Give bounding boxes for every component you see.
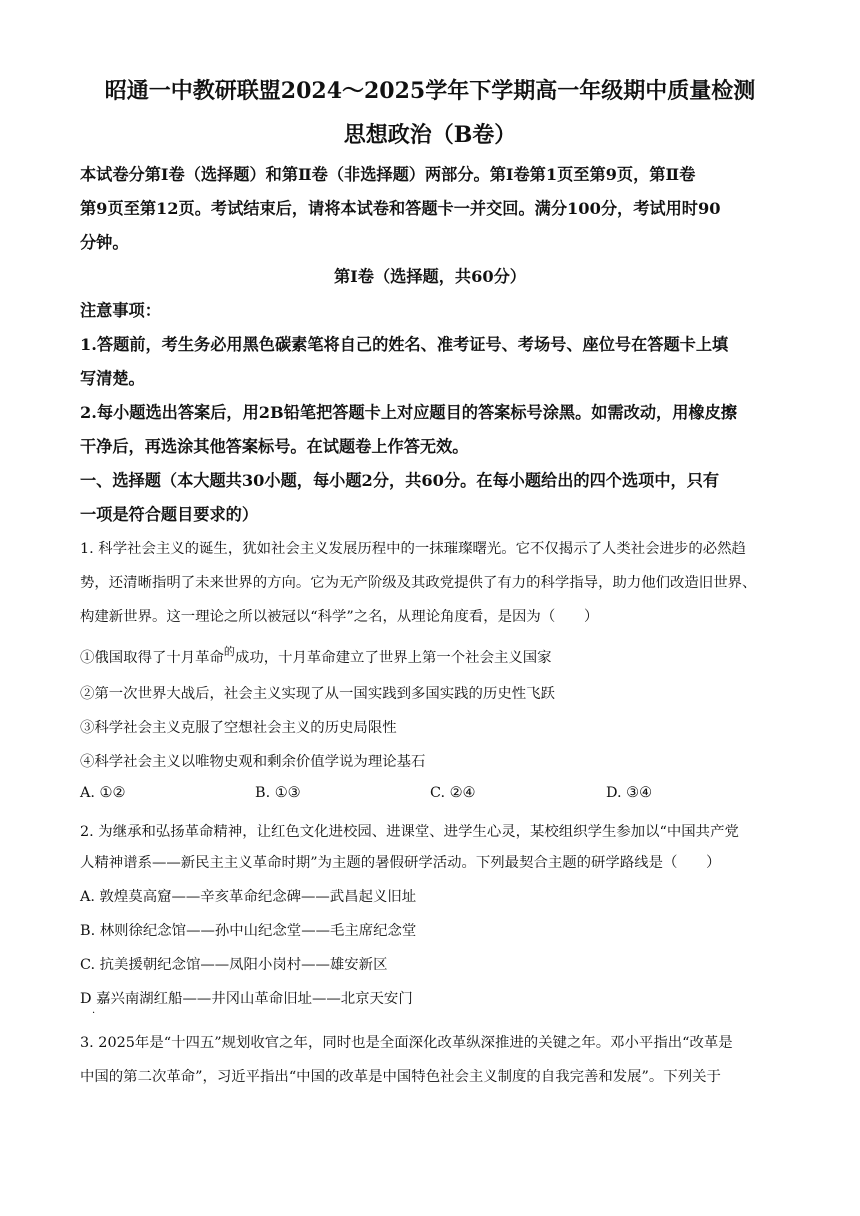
statement-text: ①俄国取得了十月革命 [80, 650, 224, 666]
intro-line: 分钟。 [80, 233, 129, 252]
question-2-stem: 人精神谱系——新民主主义革命时期”为主题的暑假研学活动。下列最契合主题的研学路线是（ ） [80, 855, 721, 871]
intro-line: 第9页至第12页。考试结束后，请将本试卷和答题卡一并交回。满分100分，考试用时90 [80, 199, 721, 218]
notice-item-2-cont: 干净后，再选涂其他答案标号。在试题卷上作答无效。 [80, 437, 469, 456]
question-1-option-c[interactable]: C. ②④ [430, 785, 476, 801]
exam-title: 昭通一中教研联盟2024～2025学年下学期高一年级期中质量检测 [104, 78, 756, 104]
question-3-stem: 中国的第二次革命”，习近平指出“中国的改革是中国特色社会主义制度的自我完善和发展”。下列关于 [80, 1069, 721, 1085]
question-2-stem: 2. 为继承和弘扬革命精神，让红色文化进校园、进课堂、进学生心灵，某校组织学生参加以“中国共产党 [80, 824, 739, 840]
question-1-stem: 势，还清晰指明了未来世界的方向。它为无产阶级及其政党提供了有力的科学指导，助力他们改造旧世界、 [80, 575, 757, 591]
question-1-stem: 1. 科学社会主义的诞生，犹如社会主义发展历程中的一抹璀璨曙光。它不仅揭示了人类社会进步的必然趋 [80, 541, 746, 557]
question-1-option-b[interactable]: B. ①③ [255, 785, 301, 801]
question-3-stem: 3. 2025年是“十四五”规划收官之年，同时也是全面深化改革纵深推进的关键之年。邓小平指出“改革是 [80, 1035, 733, 1051]
question-1-option-a[interactable]: A. ①② [80, 785, 126, 801]
question-1-option-d[interactable]: D. ③④ [606, 785, 652, 801]
question-2-option-d[interactable]: D 嘉兴南湖红船——井冈山革命旧址——北京天安门 [80, 991, 413, 1007]
question-1-statement-2: ②第一次世界大战后，社会主义实现了从一国实践到多国实践的历史性飞跃 [80, 686, 555, 702]
stray-dot-mark: · [92, 1008, 96, 1019]
notice-item-2: 2.每小题选出答案后，用2B铅笔把答题卡上对应题目的答案标号涂黑。如需改动，用橡皮擦 [80, 403, 737, 422]
question-2-option-c[interactable]: C. 抗美援朝纪念馆——凤阳小岗村——雄安新区 [80, 957, 388, 973]
superscript-glyph: 的 [223, 645, 235, 658]
part-heading-cont: 一项是符合题目要求的） [80, 505, 259, 524]
notice-item-1: 1.答题前，考生务必用黑色碳素笔将自己的姓名、准考证号、考场号、座位号在答题卡上填 [80, 335, 729, 354]
notice-item-1-cont: 写清楚。 [80, 369, 145, 388]
question-1-statement-1 [80, 646, 552, 667]
notice-heading: 注意事项： [80, 301, 161, 320]
exam-subtitle: 思想政治（B卷） [343, 122, 517, 148]
question-2-option-b[interactable]: B. 林则徐纪念馆——孙中山纪念堂——毛主席纪念堂 [80, 923, 417, 939]
statement-text: 成功，十月革命建立了世界上第一个社会主义国家 [234, 650, 552, 666]
part-heading: 一、选择题（本大题共30小题，每小题2分，共60分。在每小题给出的四个选项中，只有 [80, 471, 720, 490]
question-1-statement-4: ④科学社会主义以唯物史观和剩余价值学说为理论基石 [80, 754, 426, 770]
intro-line: 本试卷分第Ⅰ卷（选择题）和第Ⅱ卷（非选择题）两部分。第Ⅰ卷第1页至第9页，第Ⅱ卷 [80, 165, 696, 184]
question-2-option-a[interactable]: A. 敦煌莫高窟——辛亥革命纪念碑——武昌起义旧址 [80, 889, 417, 905]
section-title: 第Ⅰ卷（选择题，共60分） [334, 267, 526, 286]
question-1-stem: 构建新世界。这一理论之所以被冠以“科学”之名，从理论角度看，是因为（ ） [80, 609, 599, 625]
question-1-statement-3: ③科学社会主义克服了空想社会主义的历史局限性 [80, 720, 397, 736]
